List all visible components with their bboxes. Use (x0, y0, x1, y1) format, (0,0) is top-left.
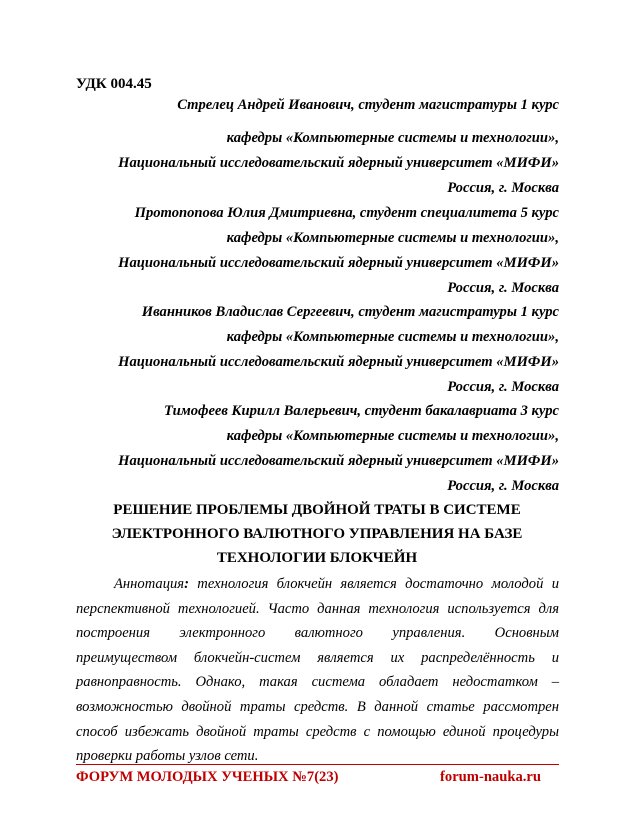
footer-journal-name: ФОРУМ МОЛОДЫХ УЧЕНЫХ №7(23) (76, 769, 339, 785)
article-title-line-1: РЕШЕНИЕ ПРОБЛЕМЫ ДВОЙНОЙ ТРАТЫ В СИСТЕМЕ (113, 502, 521, 518)
abstract-label: Аннотация (114, 576, 185, 592)
author-3-university: Национальный исследовательский ядерный университет «МИФИ» (118, 354, 559, 370)
author-1-department: кафедры «Компьютерные системы и технологии», (226, 130, 559, 146)
author-3-department: кафедры «Компьютерные системы и технологии», (226, 329, 559, 345)
udc-code: УДК 004.45 (76, 76, 152, 92)
author-4-location: Россия, г. Москва (447, 478, 559, 494)
abstract-text: технология блокчейн является достаточно молодой и перспективной технологией. Часто данная технология используется для построения электронного валютного управления. Основным преимуществом блокчейн-систем является их распределённость и равноправность. Однако, такая система обладает недостатком – возможностью двойной траты средств. В данной статье рассмотрен способ избежать двойной траты средств с помощью единой процедуры проверки работы узлов сети. (76, 576, 559, 765)
author-1-university: Национальный исследовательский ядерный университет «МИФИ» (118, 155, 559, 171)
article-title-line-3: ТЕХНОЛОГИИ БЛОКЧЕЙН (216, 550, 418, 566)
author-3-name: Иванников Владислав Сергеевич, студент магистратуры 1 курс (141, 304, 559, 320)
author-2-name: Протопопова Юлия Дмитриевна, студент специалитета 5 курс (134, 205, 559, 221)
author-4-university: Национальный исследовательский ядерный университет «МИФИ» (118, 453, 559, 469)
author-4-department: кафедры «Компьютерные системы и технологии», (226, 428, 559, 444)
author-1-name: Стрелец Андрей Иванович, студент магистратуры 1 курс (177, 97, 559, 113)
footer-website: forum-nauka.ru (440, 769, 541, 785)
author-3-location: Россия, г. Москва (447, 379, 559, 395)
author-2-university: Национальный исследовательский ядерный университет «МИФИ» (118, 255, 559, 271)
article-title-line-2: ЭЛЕКТРОННОГО ВАЛЮТНОГО УПРАВЛЕНИЯ НА БАЗЕ (111, 526, 523, 542)
author-2-department: кафедры «Компьютерные системы и технологии», (226, 230, 559, 246)
abstract-colon: : (184, 576, 189, 592)
author-2-location: Россия, г. Москва (447, 280, 559, 296)
author-4-name: Тимофеев Кирилл Валерьевич, студент бакалавриата 3 курс (164, 403, 559, 419)
footer-divider (76, 764, 559, 765)
author-1-location: Россия, г. Москва (447, 180, 559, 196)
abstract (76, 572, 559, 769)
